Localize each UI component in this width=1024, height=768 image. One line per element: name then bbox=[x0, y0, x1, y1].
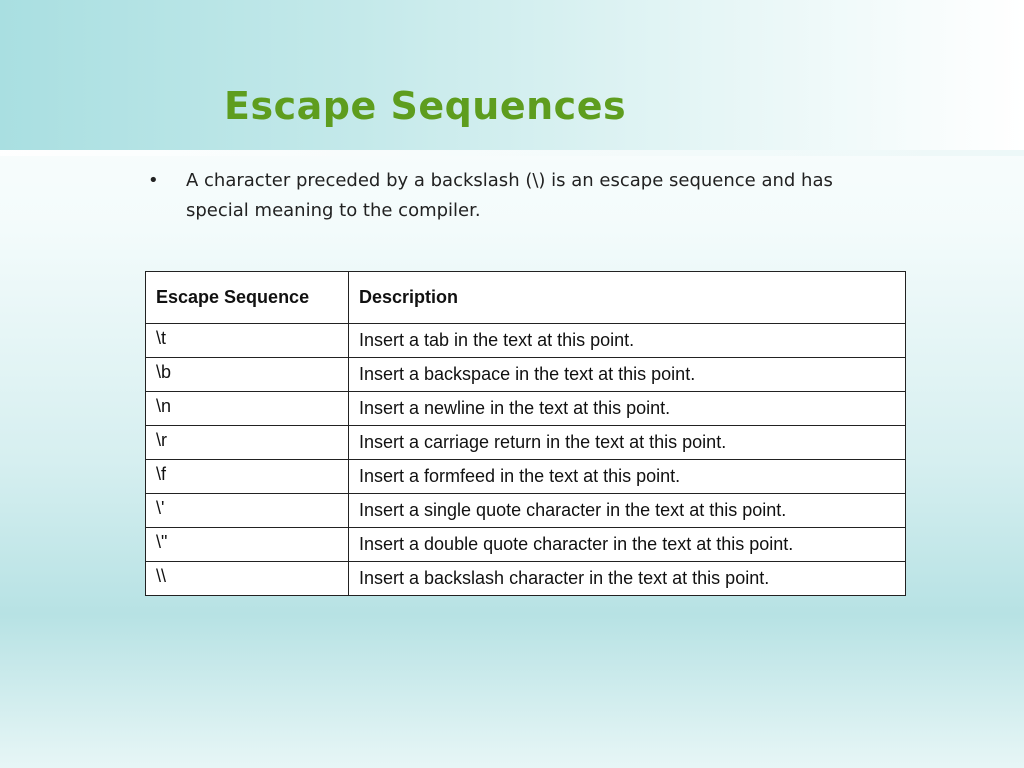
table-row bbox=[146, 562, 906, 596]
bullet-marker: • bbox=[148, 170, 159, 191]
table-row bbox=[146, 324, 906, 358]
description-cell: Insert a formfeed in the text at this point. bbox=[349, 460, 906, 494]
description-cell: Insert a backspace in the text at this point. bbox=[349, 358, 906, 392]
table-row bbox=[146, 460, 906, 494]
header-escape-sequence: Escape Sequence bbox=[146, 272, 349, 324]
escape-sequence-cell: \\ bbox=[146, 562, 349, 596]
escape-sequence-cell: \f bbox=[146, 460, 349, 494]
escape-sequence-cell: \n bbox=[146, 392, 349, 426]
header-description: Description bbox=[349, 272, 906, 324]
table-row bbox=[146, 392, 906, 426]
escape-sequence-cell: \r bbox=[146, 426, 349, 460]
description-cell: Insert a tab in the text at this point. bbox=[349, 324, 906, 358]
table-row bbox=[146, 358, 906, 392]
description-cell: Insert a newline in the text at this point. bbox=[349, 392, 906, 426]
escape-sequence-cell: \' bbox=[146, 494, 349, 528]
description-cell: Insert a backslash character in the text at this point. bbox=[349, 562, 906, 596]
table-header-row bbox=[146, 272, 906, 324]
bullet-item bbox=[148, 166, 888, 226]
table-row bbox=[146, 528, 906, 562]
bullet-list bbox=[148, 166, 888, 226]
table-row bbox=[146, 426, 906, 460]
description-cell: Insert a double quote character in the text at this point. bbox=[349, 528, 906, 562]
escape-sequence-table bbox=[145, 271, 906, 596]
slide-title: Escape Sequences bbox=[224, 84, 627, 128]
escape-sequence-cell: \b bbox=[146, 358, 349, 392]
escape-sequence-cell: \" bbox=[146, 528, 349, 562]
table-row bbox=[146, 494, 906, 528]
bullet-text: A character preceded by a backslash (\) is an escape sequence and has special meaning to the compiler. bbox=[186, 170, 833, 221]
description-cell: Insert a carriage return in the text at this point. bbox=[349, 426, 906, 460]
escape-sequence-cell: \t bbox=[146, 324, 349, 358]
description-cell: Insert a single quote character in the text at this point. bbox=[349, 494, 906, 528]
